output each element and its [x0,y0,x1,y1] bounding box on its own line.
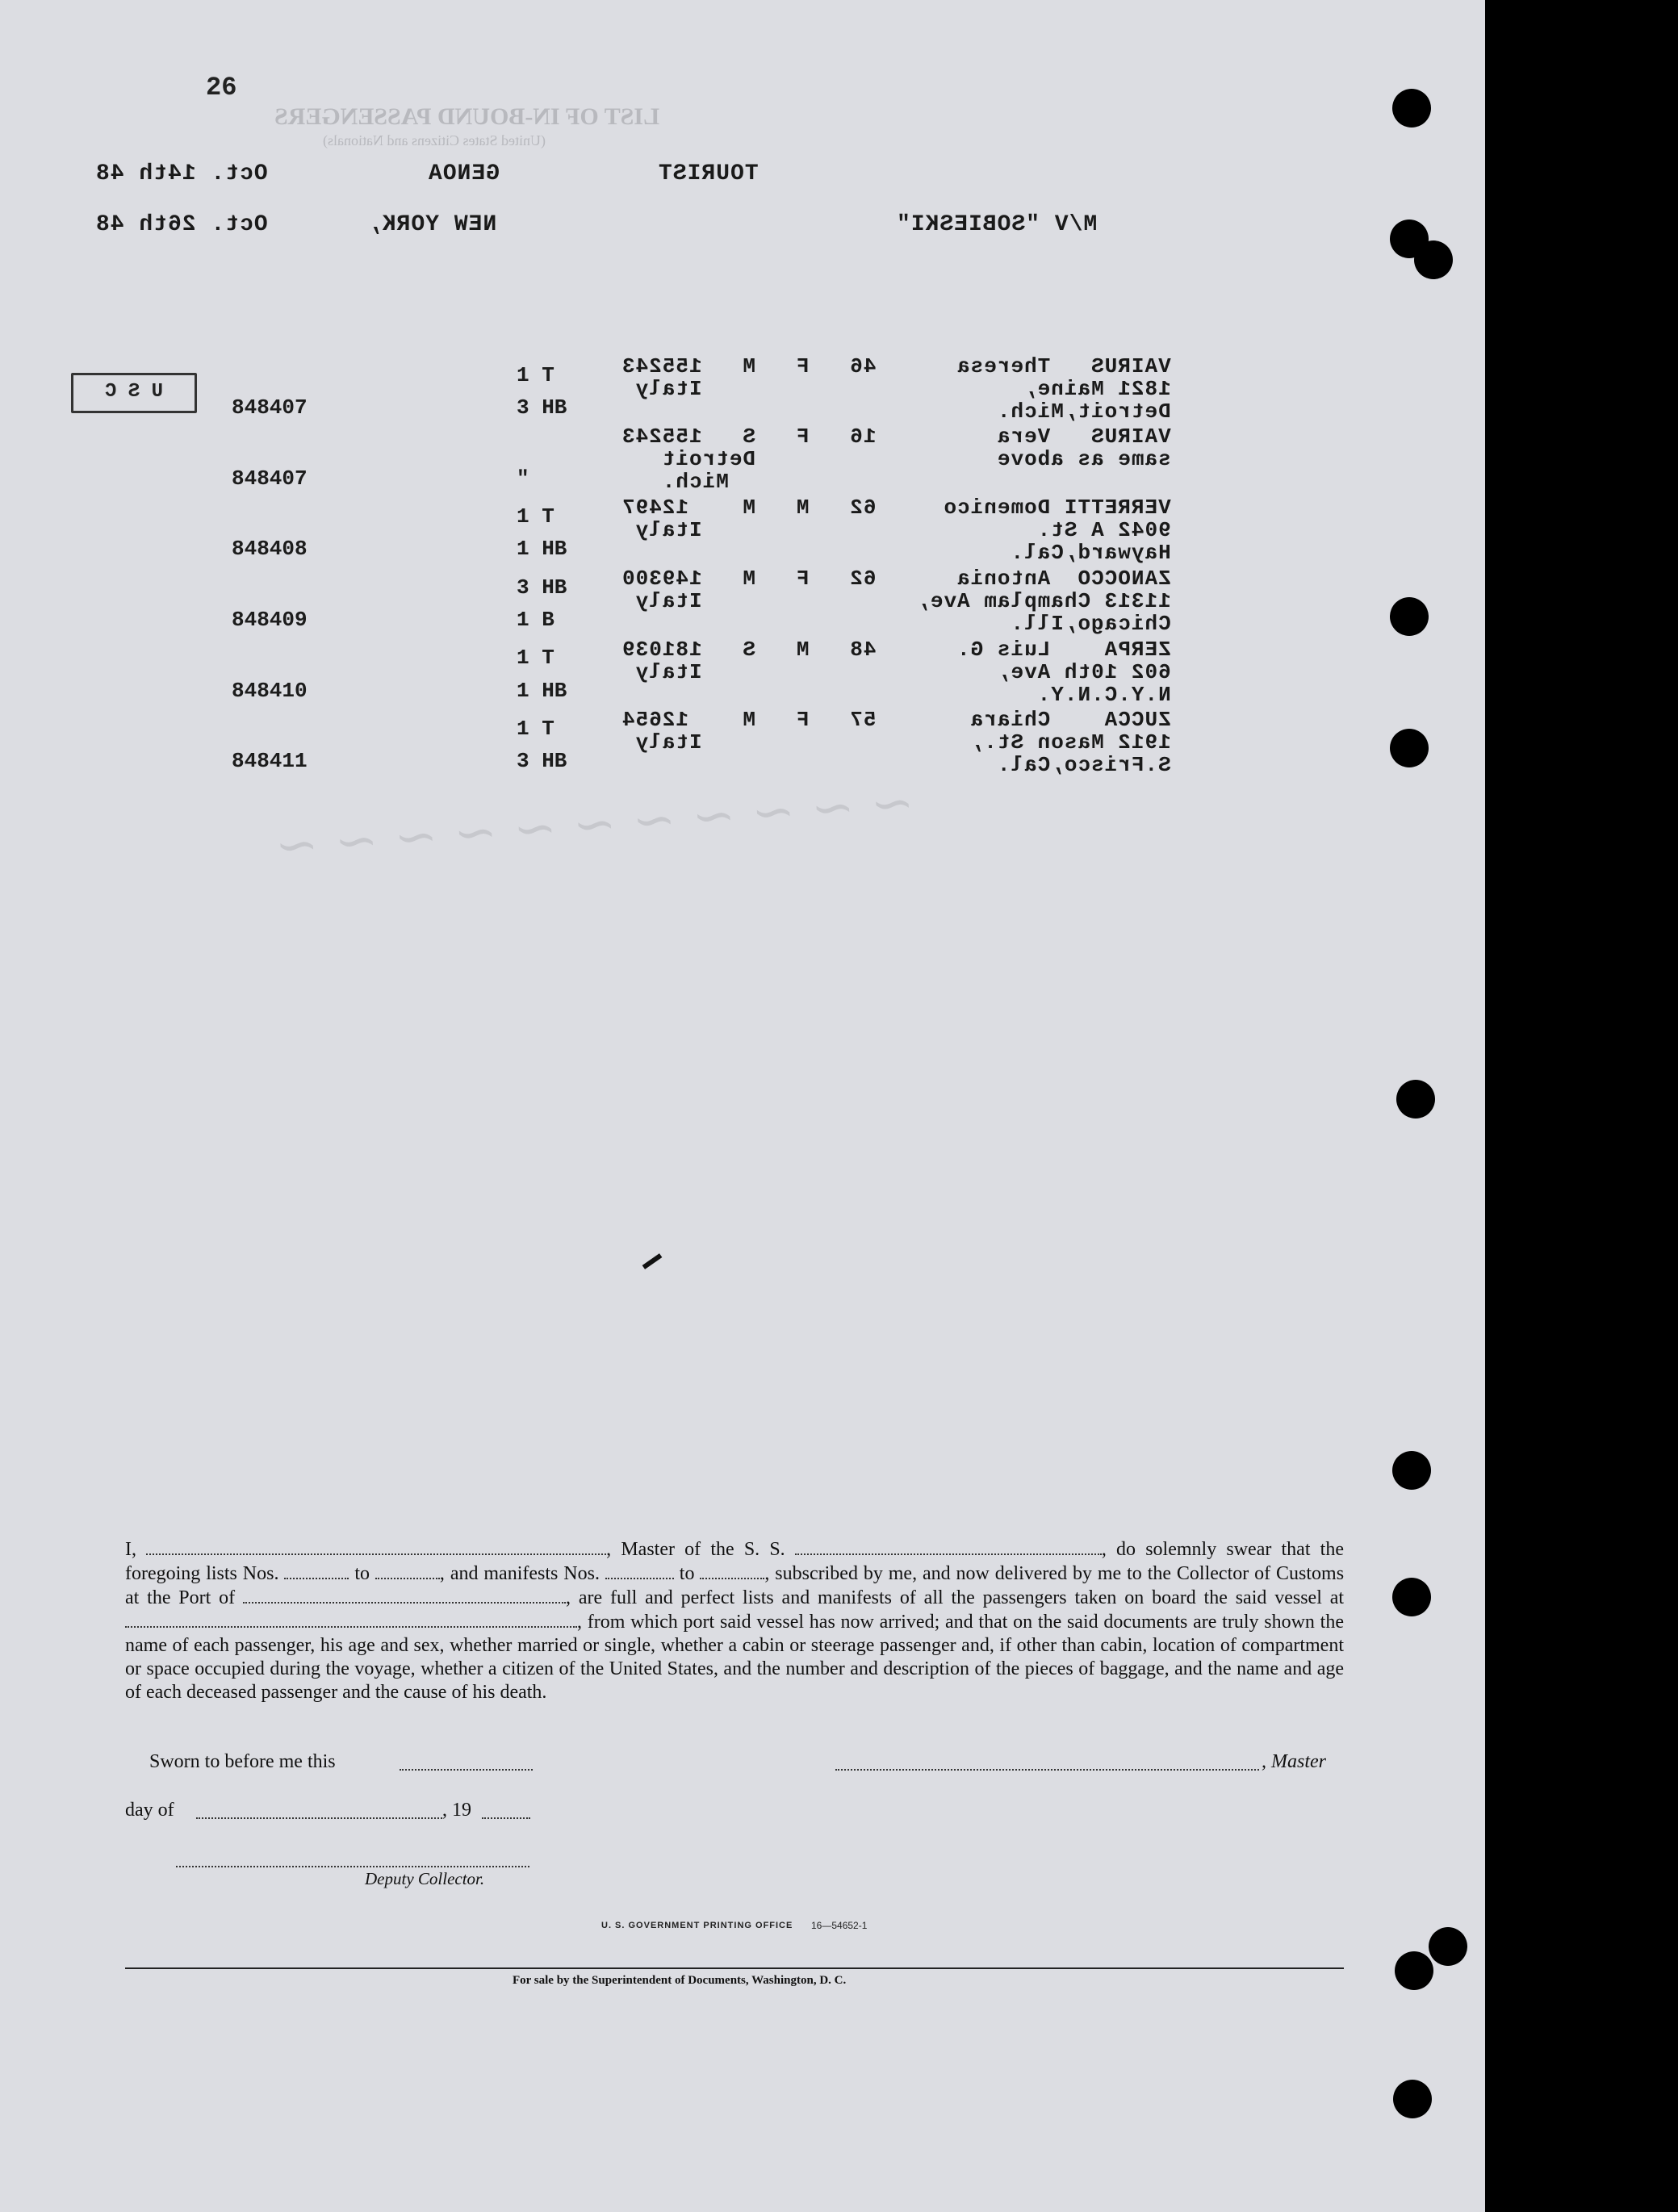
passenger-entry: ZANOCCO Antonia 62 F M 149300 11313 Champlam Ave, Italy Chicago,Ill. [621,567,1171,636]
baggage: 3 HB [517,575,567,600]
baggage: " [517,466,529,491]
passenger-entry: ZUCCA Chiara 57 F M 12654 1912 Mason St., Italy S.Frisco,Cal. [621,708,1171,777]
stamp: U S C [71,373,197,413]
baggage: 1 T [517,717,554,741]
passenger-number: 848411 [232,749,308,773]
baggage: 1 HB [517,679,567,703]
punch-hole [1390,597,1429,636]
page-number: 26 [206,73,237,102]
day-of-label: day of [125,1800,174,1821]
passenger-entry: VERRETTI Domenico 62 M M 12497 9042 A St. Italy Hayward,Cal. [621,496,1171,565]
deputy-label: Deputy Collector. [365,1869,485,1888]
footer-rule [125,1967,1344,1969]
port-from: GENOA [428,161,500,186]
passenger-number: 848410 [232,679,308,703]
sworn-label: Sworn to before me this [149,1751,336,1772]
class: TOURIST [658,161,759,186]
port-to: NEW YORK, [367,212,497,237]
punch-hole [1414,240,1453,279]
gpo-label: U. S. GOVERNMENT PRINTING OFFICE [601,1921,793,1930]
passenger-number: 848409 [232,608,308,632]
year-label: , 19 [442,1800,471,1821]
signature-bleed: ~ ~ ~ ~ ~ ~ ~ ~ ~ ~ ~ [273,772,916,877]
baggage: 3 HB [517,395,567,420]
sworn-blank [400,1769,533,1771]
day-blank [196,1817,442,1819]
ink-mark [642,1253,663,1269]
punch-hole [1392,1451,1431,1490]
scan-margin [1485,0,1678,2212]
punch-hole [1396,1080,1435,1119]
oath-paragraph: I, , Master of the S. S. , do solemnly swear that the foregoing lists Nos. to , and manifests Nos. to , subscribed by me, and now delivered by me to the Collector of Customs at the Port of , are full and perfect lists and manifests of all the passengers taken on board the said vessel at , from which port said vessel has now arrived; and that on the said documents are truly shown the name of each passenger, his age and sex, whether married or single, whether a cabin or steerage passenger and, if other than cabin, location of compartment or space occupied during the voyage, whether a citizen of the United States, and the number and description of the pieces of baggage, and the name and age of each deceased passenger and the cause of his death. [125,1539,1345,1703]
date-to: Oct. 26th 48 [95,212,268,237]
punch-hole [1393,2080,1432,2118]
baggage: 1 B [517,608,554,632]
deputy-signature-blank [176,1866,529,1867]
punch-hole [1429,1927,1467,1966]
for-sale-note: For sale by the Superintendent of Documents, Washington, D. C. [513,1974,847,1987]
bleed-title: LIST OF IN-BOUND PASSENGERS [274,103,660,130]
passenger-entry: VAIRUS Vera 16 F S 155243 same as above Detroit Mich. [621,424,1171,494]
bleed-subtitle: (United States Citizens and Nationals) [323,132,546,148]
gpo-code: 16—54652-1 [811,1920,868,1931]
passenger-entry: VAIRUS Theresa 46 F M 155243 1821 Maine, Italy Detroit,Mich. [621,354,1171,424]
year-blank [482,1817,530,1819]
baggage: 1 T [517,646,554,670]
vessel-name: M/V "SOBIESKI" [896,212,1098,237]
baggage: 1 T [517,363,554,387]
master-label: , Master [1262,1751,1326,1772]
passenger-number: 848407 [232,395,308,420]
punch-hole [1390,729,1429,767]
punch-hole [1395,1951,1433,1990]
passenger-number: 848408 [232,537,308,561]
baggage: 3 HB [517,749,567,773]
date-from: Oct. 14th 48 [95,161,268,186]
baggage: 1 HB [517,537,567,561]
punch-hole [1392,89,1431,128]
passenger-entry: ZERPA Luis G. 48 M S 181039 602 10th Ave, Italy N.Y.C.N.Y. [621,638,1171,707]
baggage: 1 T [517,504,554,529]
passenger-number: 848407 [232,466,308,491]
master-signature-blank [835,1769,1259,1771]
punch-hole [1392,1578,1431,1616]
